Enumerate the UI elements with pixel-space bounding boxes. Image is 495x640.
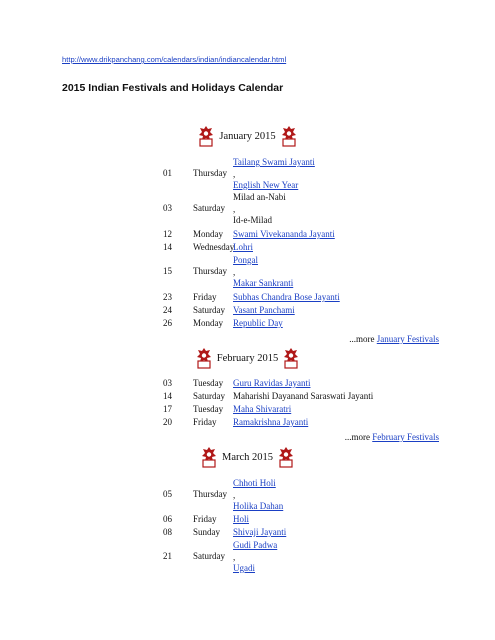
day-number: 20 xyxy=(163,417,172,427)
day-number: 01 xyxy=(163,168,172,178)
festival-emblem-icon xyxy=(200,446,218,468)
weekday: Monday xyxy=(193,229,223,239)
festival-link[interactable]: Shivaji Jayanti xyxy=(233,527,287,537)
separator: , xyxy=(233,168,236,179)
festival-link[interactable]: Subhas Chandra Bose Jayanti xyxy=(233,292,340,302)
day-number: 05 xyxy=(163,489,172,499)
weekday: Wednesday xyxy=(193,242,235,252)
month-header-march xyxy=(0,445,495,469)
separator: , xyxy=(233,203,236,214)
month-title: January 2015 xyxy=(219,130,276,142)
separator: , xyxy=(233,551,236,562)
day-number: 14 xyxy=(163,242,172,252)
more-prefix: ...more xyxy=(349,334,375,344)
more-festivals xyxy=(345,432,439,442)
festival-text: Milad an-Nabi xyxy=(233,192,286,202)
weekday: Friday xyxy=(193,417,217,427)
day-number: 23 xyxy=(163,292,172,302)
festival-link[interactable]: Gudi Padwa xyxy=(233,540,278,550)
festival-link[interactable]: Makar Sankranti xyxy=(233,278,294,288)
weekday: Saturday xyxy=(193,305,225,315)
more-january-link[interactable]: January Festivals xyxy=(376,334,439,344)
weekday: Thursday xyxy=(193,168,227,178)
festival-link[interactable]: Guru Ravidas Jayanti xyxy=(233,378,311,388)
more-prefix: ...more xyxy=(344,432,370,442)
festival-link[interactable]: Holi xyxy=(233,514,250,524)
month-title: March 2015 xyxy=(221,451,274,463)
weekday: Thursday xyxy=(193,266,227,276)
day-number: 21 xyxy=(163,551,172,561)
festival-link[interactable]: Lohri xyxy=(233,242,253,252)
month-header-january xyxy=(0,124,495,148)
weekday: Sunday xyxy=(193,527,220,537)
festival-link[interactable]: Ramakrishna Jayanti xyxy=(233,417,309,427)
separator: , xyxy=(233,266,236,277)
more-festivals xyxy=(349,334,439,344)
day-number: 17 xyxy=(163,404,172,414)
festival-emblem-icon xyxy=(277,446,295,468)
festival-emblem-icon xyxy=(282,347,300,369)
day-number: 12 xyxy=(163,229,172,239)
weekday: Monday xyxy=(193,318,223,328)
festival-text: Maharishi Dayanand Saraswati Jayanti xyxy=(233,391,374,401)
weekday: Saturday xyxy=(193,551,225,561)
festival-emblem-icon xyxy=(195,347,213,369)
festival-link[interactable]: Holika Dahan xyxy=(233,501,284,511)
day-number: 08 xyxy=(163,527,172,537)
festival-emblem-icon xyxy=(280,125,298,147)
weekday: Tuesday xyxy=(193,404,224,414)
weekday: Thursday xyxy=(193,489,227,499)
day-number: 15 xyxy=(163,266,172,276)
day-number: 03 xyxy=(163,378,172,388)
page-title: 2015 Indian Festivals and Holidays Calendar xyxy=(62,82,284,94)
weekday: Saturday xyxy=(193,203,225,213)
festival-link[interactable]: Republic Day xyxy=(233,318,283,328)
festival-link[interactable]: Vasant Panchami xyxy=(233,305,295,315)
day-number: 24 xyxy=(163,305,172,315)
more-february-link[interactable]: February Festivals xyxy=(372,432,439,442)
month-title: February 2015 xyxy=(216,352,279,364)
festival-link[interactable]: Swami Vivekananda Jayanti xyxy=(233,229,335,239)
day-number: 06 xyxy=(163,514,172,524)
festival-link[interactable]: Pongal xyxy=(233,255,259,265)
day-number: 14 xyxy=(163,391,172,401)
weekday: Tuesday xyxy=(193,378,224,388)
festival-link[interactable]: Chhoti Holi xyxy=(233,478,276,488)
festival-link[interactable]: Ugadi xyxy=(233,563,255,573)
separator: , xyxy=(233,489,236,500)
weekday: Friday xyxy=(193,514,217,524)
festival-link[interactable]: English New Year xyxy=(233,180,299,190)
festival-link[interactable]: Maha Shivaratri xyxy=(233,404,292,414)
weekday: Saturday xyxy=(193,391,225,401)
festival-text: Id-e-Milad xyxy=(233,215,272,225)
source-url-link[interactable]: http://www.drikpanchang.com/calendars/indian/indiancalendar.html xyxy=(62,55,287,64)
month-header-february xyxy=(0,346,495,370)
festival-emblem-icon xyxy=(197,125,215,147)
festival-link[interactable]: Tailang Swami Jayanti xyxy=(233,157,315,167)
day-number: 03 xyxy=(163,203,172,213)
weekday: Friday xyxy=(193,292,217,302)
day-number: 26 xyxy=(163,318,172,328)
